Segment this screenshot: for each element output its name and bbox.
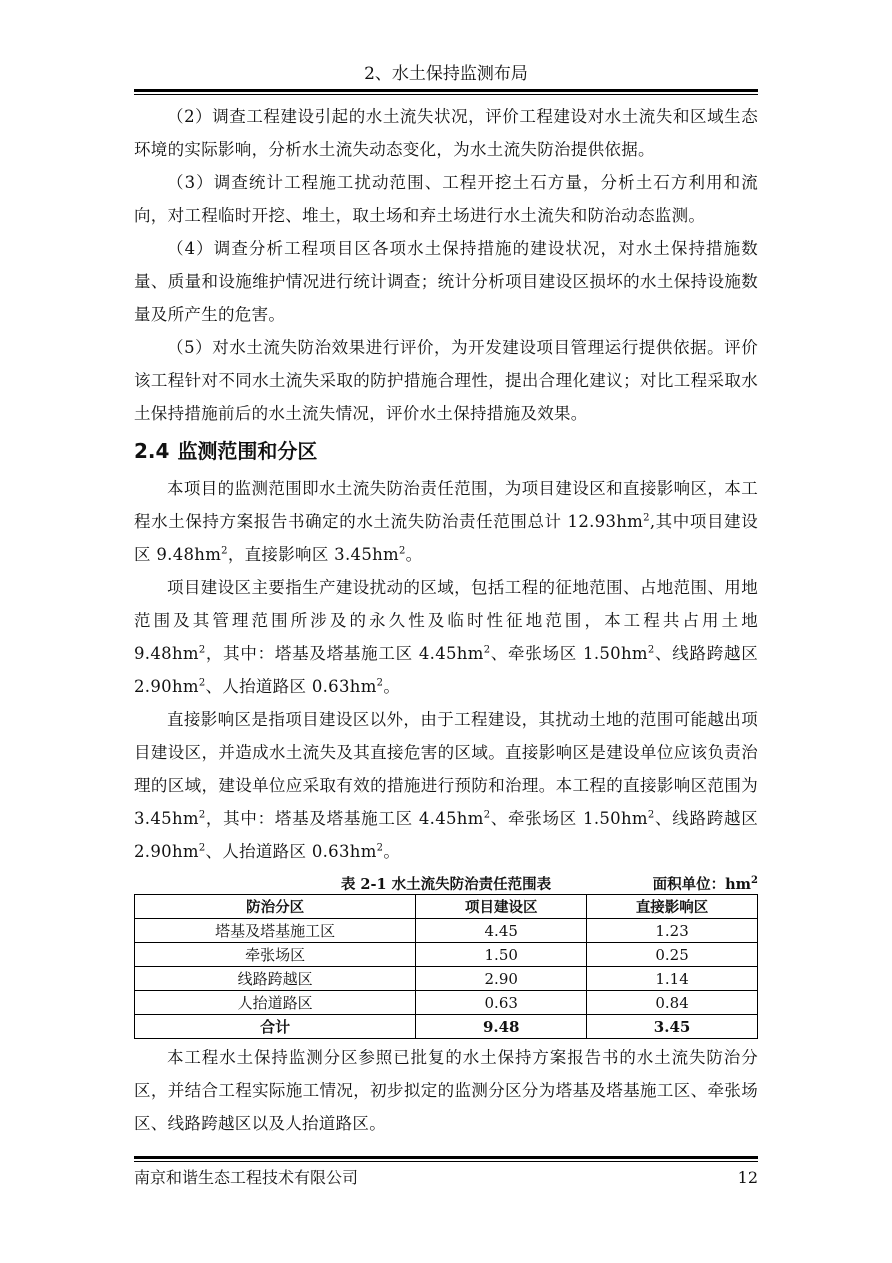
table-cell: 1.50 (416, 943, 587, 967)
table-cell: 牵张场区 (135, 943, 416, 967)
table-cell: 0.84 (587, 991, 758, 1015)
table-caption: 表 2-1 水土流失防治责任范围表 (340, 876, 552, 893)
table-row (135, 943, 758, 967)
table-unit: 面积单位：$hm^2$ (652, 875, 758, 893)
table-row (135, 919, 758, 943)
paragraph-monitoring-scope: 本项目的监测范围即水土流失防治责任范围，为项目建设区和直接影响区，本工程水土保持方案报告书确定的水土流失防治责任范围总计 $12.93hm^2$,其中项目建设区 $9.48hm^2$，直接影响区 $3.45hm^2$。 (134, 479, 758, 564)
table-cell: 2.90 (416, 967, 587, 991)
section-title: 监测范围和分区 (177, 439, 318, 463)
table-cell: 0.25 (587, 943, 758, 967)
footer-rule-thin (134, 1161, 758, 1162)
table-cell: 1.23 (587, 919, 758, 943)
table-row (135, 991, 758, 1015)
page-number: 12 (737, 1168, 758, 1187)
table-cell: 3.45 (587, 1015, 758, 1039)
table-cell: 线路跨越区 (135, 967, 416, 991)
header-rule-thin (134, 94, 758, 95)
table-cell: 9.48 (416, 1015, 587, 1039)
table-cell: 合计 (135, 1015, 416, 1039)
table-cell: 人抬道路区 (135, 991, 416, 1015)
table-cell: 1.14 (587, 967, 758, 991)
section-heading (134, 432, 758, 470)
responsibility-range-table (134, 894, 758, 1039)
paragraph: （3）调查统计工程施工扰动范围、工程开挖土石方量，分析土石方利用和流向，对工程临时开挖、堆土，取土场和弃土场进行水土流失和防治动态监测。 (134, 173, 758, 225)
page-body (134, 100, 758, 1140)
table-cell: 4.45 (416, 919, 587, 943)
table-header-row (135, 895, 758, 919)
table-caption-row (134, 870, 758, 894)
paragraph-direct-impact-area: 直接影响区是指项目建设区以外，由于工程建设，其扰动土地的范围可能越出项目建设区，并造成水土流失及其直接危害的区域。直接影响区是建设单位应该负责治理的区域，建设单位应采取有效的措施进行预防和治理。本工程的直接影响区范围为 $3.45hm^2$，其中：塔基及塔基施工区 $4.45hm^2$、牵张场区 $1.50hm^2$、线路跨越区 $2.90hm^2$、人抬道路区 $0.63hm^2$。 (134, 710, 758, 861)
paragraph-construction-area: 项目建设区主要指生产建设扰动的区域，包括工程的征地范围、占地范围、用地范围及其管理范围所涉及的永久性及临时性征地范围，本工程共占用土地$9.48hm^2$，其中：塔基及塔基施工区 $4.45hm^2$、牵张场区 $1.50hm^2$、线路跨越区 $2.90hm^2$、人抬道路区 $0.63hm^2$。 (134, 578, 758, 696)
table-cell: 0.63 (416, 991, 587, 1015)
table-total-row (135, 1015, 758, 1039)
footer-company: 南京和谐生态工程技术有限公司 (134, 1168, 359, 1187)
paragraph: （2）调查工程建设引起的水土流失状况，评价工程建设对水土流失和区域生态环境的实际影响，分析水土流失动态变化，为水土流失防治提供依据。 (134, 107, 758, 159)
header-rule-thick (134, 89, 758, 92)
paragraph: （4）调查分析工程项目区各项水土保持措施的建设状况，对水土保持措施数量、质量和设施维护情况进行统计调查；统计分析项目建设区损坏的水土保持设施数量及所产生的危害。 (134, 239, 758, 324)
column-header: 直接影响区 (587, 895, 758, 919)
footer-rule-thick (134, 1156, 758, 1159)
running-header: 2、水土保持监测布局 (364, 64, 528, 84)
paragraph-monitoring-zones: 本工程水土保持监测分区参照已批复的水土保持方案报告书的水土流失防治分区，并结合工程实际施工情况，初步拟定的监测分区分为塔基及塔基施工区、牵张场区、线路跨越区以及人抬道路区。 (134, 1048, 758, 1133)
table-row (135, 967, 758, 991)
paragraph: （5）对水土流失防治效果进行评价，为开发建设项目管理运行提供依据。评价该工程针对不同水土流失采取的防护措施合理性，提出合理化建议；对比工程采取水土保持措施前后的水土流失情况，评价水土保持措施及效果。 (134, 338, 758, 423)
table-cell: 塔基及塔基施工区 (135, 919, 416, 943)
section-number: 2.4 (134, 439, 170, 463)
column-header: 防治分区 (135, 895, 416, 919)
column-header: 项目建设区 (416, 895, 587, 919)
